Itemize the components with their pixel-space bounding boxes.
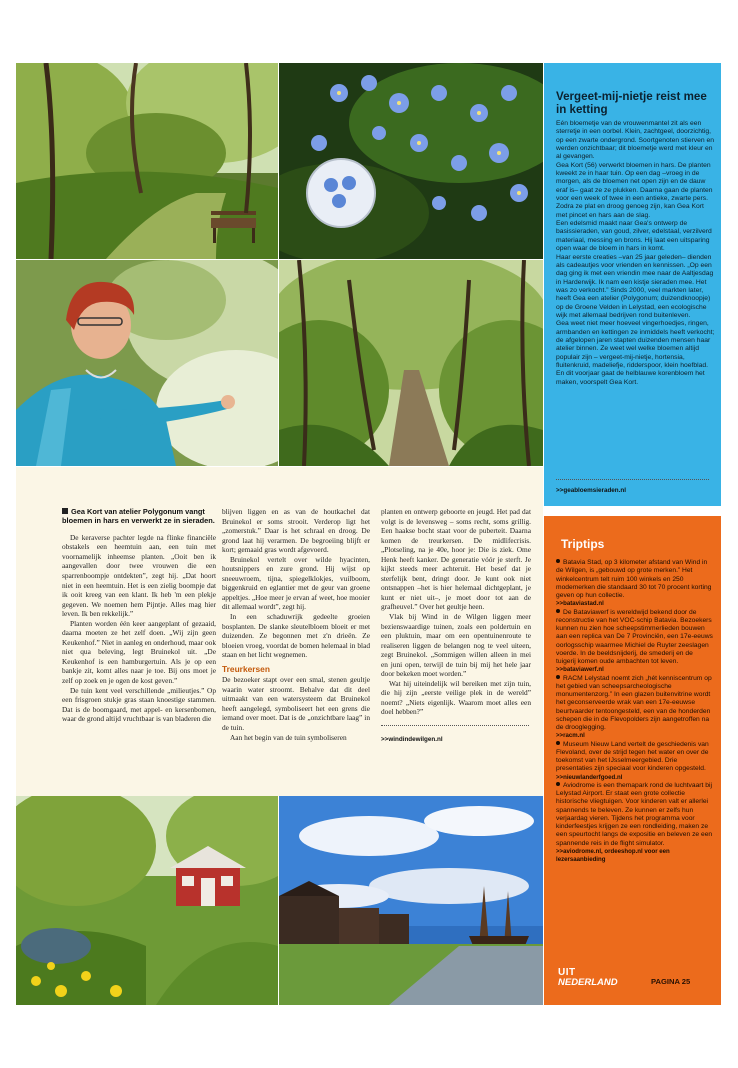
article-paragraph: De keraverse pachter legde na flinke financiële obstakels een heemtuin aan, een tuin met voornamelijk inheemse planten. „Ooit ben ik aangevallen door twee vrouwen die een sparrenboompje ontdekten”, zegt hij. „Dat hoort niet in een heemtuin. Het is een zielig boompje dat ik ooit kreeg van een klant. Ik heb 'm een plekje gegeven. We noemen hem Pijntje. Alles mag hier leven. Ik ben rekkelijk.” [62,532,216,619]
photo-garden-shed [16,796,278,1005]
bullet-square-icon [62,508,68,514]
photo-bataviawerf [279,796,543,1005]
article-column-2 [222,507,370,742]
uit-nederland-logo: UIT NEDERLAND [558,967,618,988]
article-divider [381,725,529,726]
sidebar-url[interactable]: >>geabloemsieraden.nl [556,487,626,494]
bullet-icon [556,609,560,613]
tip-item: RACM Lelystad noemt zich „hét kenniscentrum op het gebied van scheepsarcheologische monumentenzorg.” In een glazen buitenvitrine wordt het geconserveerde wrak van een 17e-eeuwse beurtvaarder tentoongesteld, een van de honderden schepen die in de Flevopolders zijn aangetroffen na de drooglegging. [556,674,712,731]
article-column-3 [381,507,531,745]
article-subheading: Treurkersen [222,663,270,674]
tip-item: Aviodrome is een themapark rond de luchtvaart bij Lelystad Airport. Er staat een grote collectie historische vliegtuigen. Voor kinderen valt er allerlei spannends te beleven. Ze kunnen er zelfs hun verjaardag vieren. Tijdens het programma voor kinderfeestjes krijgen ze een rondleiding, maken ze een speurtocht langs de expositie en beleven ze een spannende reis in de flight simulator. [556,781,713,847]
article-column-1 [62,507,216,724]
tip-url[interactable]: >>bataviastad.nl [556,600,604,608]
sidebar-paragraph: Eén bloemetje van de vrouwenmantel zit als een sterretje in een oorbel. Klein, zachtgeel, doorzichtig, op een zwarte ondergrond. Soortgenoten stierven en werden onzichtbaar; dit bloemetje werd met kleur en al gevangen. [556,120,714,161]
article-paragraph: Planten worden één keer aangeplant of gezaaid, daarna moeten ze het zelf doen. „Wij zijn geen Keukenhof.” Niet in aanleg en onderhoud, maar ook niet qua beleving, legt Bruinekol uit. „De Keukenhof is een hamburgertuin. Als je op een bankje zit, komt alles naar je toe. Bij ons moet je zelf op zoek en je ogen de kost geven.” [62,618,216,686]
article-paragraph: Aan het begin van de tuin symboliseren [230,732,347,742]
article-url[interactable]: >>windindewilgen.nl [381,736,443,744]
sidebar-divider [556,479,709,480]
article-paragraph: blijven liggen en as van de houtkachel dat Bruinekol er soms strooit. Verderop ligt het „zomerstuk.” Daar is het schraal en droog. De grond laat hij verarmen. De begroeiing blijft er kort; gemaaid gras wordt afgevoerd. [222,507,370,555]
sidebar-box [544,63,721,506]
page-number: PAGINA 25 [651,977,691,986]
sidebar-paragraph: Gea Kort (56) verwerkt bloemen in hars. De planten kweekt ze in haar tuin. Op een dag –vroeg in de morgen, als de bloemen net open zijn en de dauw eraf is– gaat ze ze plukken. Daarna gaan de planten voor een week of twee in een antieke, zwarte pers. Zodra ze plat en droog genoeg zijn, kan Gea Kort met pincet en hars aan de slag. [556,161,713,219]
tip-item: De Bataviawerf is wereldwijd bekend door de reconstructie van het VOC-schip Batavia. Bezoekers kunnen nu zien hoe scheepstimmerlieden bouwen aan een replica van De 7 Provinciën, een 17e-eeuws oorlogsschip waarmee Michiel de Ruyter zeeslagen voerde. In de beeldsnijderij, de smederij en de tuigerij komen oude ambachten tot leven. [556,608,713,665]
tip-url[interactable]: >>aviodrome.nl, ordeeshop.nl voor een lezersaanbieding [556,847,670,863]
sidebar-title: Vergeet-mij-nietje reist mee in ketting [556,90,707,116]
article-paragraph: De tuin kent veel verschillende „milieutjes.” Op een frisgroen stukje gras staan knoestige stammen. Dat is de boomgaard, met appel- en kersenbomen, waar de grond altijd vruchtbaar is van bladeren die [62,685,216,724]
tip-url[interactable]: >>nieuwlanderfgoed.nl [556,773,623,781]
article-lead: Gea Kort van atelier Polygonum vangt bloemen in hars en verwerkt ze in sieraden. [62,507,215,526]
bullet-icon [556,559,560,563]
photo-tree-path [279,260,543,466]
article-paragraph: Bruinekol vertelt over wilde hyacinten, houtsnippers en zure grond. Hij wijst op sneeuwroem, tijna, spiegelklokjes, vuilboom, biggenkruid en eglantier met de geur van groene appeltjes. „Hoe meer je ervan af weet, hoe mooier dit allemaal wordt”, zegt hij. [222,554,370,612]
sidebar-paragraph: Haar eerste creaties –van 25 jaar geleden– dienden als cadeautjes voor vrienden en kennissen. „Op een dag ging ik met een vriendin mee naar de Aaltjesdag in Harderwijk. Ik nam een kistje sieraden mee. Het was zo verkocht.” Sinds 2000, veel markten later, heeft Gea een atelier (Polygonum; duizendknoopje) op de Groene Velden in Lelystad, een ecologische wijk met allemaal bedrijven rond buitenleven. [556,253,714,319]
tip-item: Batavia Stad, op 3 kilometer afstand van Wind in de Wilgen, is „gebouwd op grote merken.” Het winkelcentrum telt ruim 100 winkels en 250 modemerken die standaard 30 tot 70 procent korting geven op hun collectie. [556,559,712,599]
triptips-box [544,516,721,1005]
photo-gea-kort [16,260,278,466]
tip-url[interactable]: >>racm.nl [556,732,585,740]
article-paragraph: De bezoeker stapt over een smal, stenen geultje waarin water stroomt. Behalve dat dit deel uitmaakt van een watersysteem dat Bruinekol heeft aangelegd, symboliseert het een grens die iemand over moet. Dat is de „onzichtbare laag” in de tuin. [222,675,370,733]
bullet-icon [556,675,560,679]
article-paragraph: Wat hij uiteindelijk wil bereiken met zijn tuin, die hij zijn „eerste veilige plek in de wereld” noemt? „Niets eigenlijk. Waarom moet alles een doel hebben?” [381,678,531,717]
article-paragraph: planten en ontwerp geboorte en jeugd. Het pad dat volgt is de levensweg – soms recht, soms grillig. Een haakse bocht staat voor de puberteit. Daarna komen de treurkersen. De midlifecrisis. „Plotseling, na je 40e, hoor je: Die is ziek. Ome Henk heeft kanker. De generatie vóór je sterft. Je kijkt steeds meer achteruit. Het besef dat je sterfelijk bent, dringt door. Je kunt ook niet ontsnappen –het is hier helemaal dichtgeplant, je kunt er niet uit–, je moet door tot aan de grafheuvel.” Over het geultje heen. [381,507,531,612]
photo-garden-bench [16,63,278,259]
sidebar-paragraph: Een edelsmid maakt naar Gea's ontwerp de basissieraden, van goud, zilver, edelstaal, verzilverd materiaal, messing en brons. Hij laat een uitsparing open waar de bloem in hars in komt. [556,220,712,253]
tip-item: Museum Nieuw Land vertelt de geschiedenis van Flevoland, over de strijd tegen het water en over de toekomst van het IJsselmeergebied. Drie presentaties zijn speciaal voor kinderen opgesteld. [556,740,709,773]
triptips-title: Triptips [561,537,605,551]
bullet-icon [556,782,560,786]
triptips-list [556,559,714,864]
sidebar-body [556,120,716,387]
photo-forget-me-nots [279,63,543,259]
sidebar-paragraph: Gea weet niet meer hoeveel vingerhoedjes, ringen, armbanden en kettingen ze inmiddels heeft verkocht; de afgelopen jaren stapten duizenden mensen haar atelier binnen. Ze weet wel welke bloemen altijd populair zijn – vergeet-mij-nietje, hortensia, fluitenkruid, madeliefje, ridderspoor, klein hoefblad. En dit voorjaar gaat de helblauwe korenbloem het maken, voorspelt Gea Kort. [556,320,715,386]
bullet-icon [556,741,560,745]
tip-url[interactable]: >>bataviawerf.nl [556,666,604,674]
article-paragraph: In een schaduwrijk gedeelte groeien bosplanten. De slanke sleutelbloem bloeit er met duizenden. Ze begonnen met z'n drieën. Ze bloeien vroeg, voordat de bomen helemaal in blad staan en het licht wegnemen. [222,612,370,660]
article-paragraph: Vlak bij Wind in de Wilgen liggen meer bezienswaardige tuinen, zoals een poldertuin en een pluktuin, maar om een opentuinenroute te realiseren liggen de belangen nog te veel uiteen, zegt Bruinekol. „Sommigen willen alleen in mei en juni open, terwijl de tuin bij mij het hele jaar door bekeken moet worden.” [381,612,531,679]
